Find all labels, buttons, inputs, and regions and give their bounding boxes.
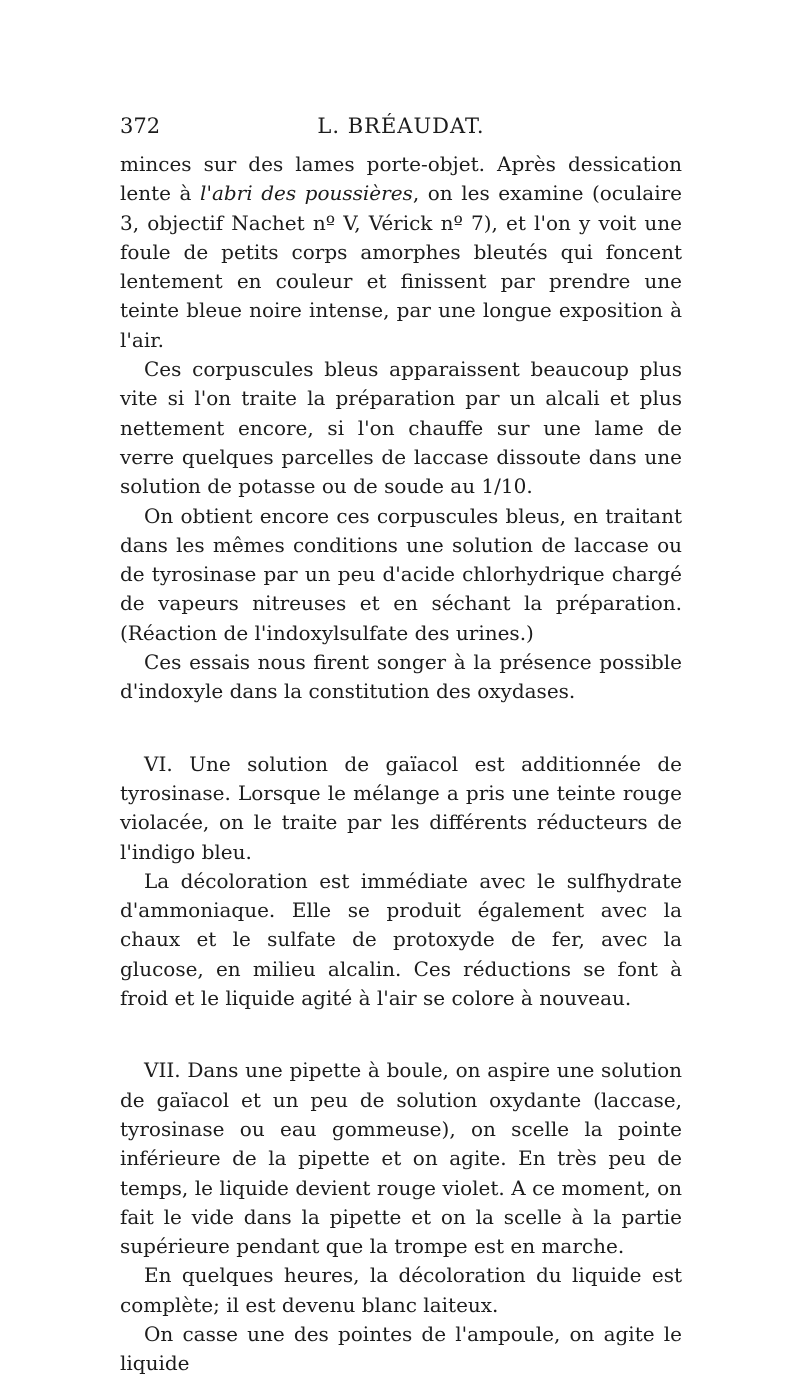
paragraph: Ces corpuscules bleus apparaissent beaucoup plus vite si l'on traite la préparation par un alcali et plus nettement encore, si l'on chauffe sur une lame de verre quelques parcelles de laccase dissoute dans une solution de potasse ou de soude au 1/10.: [120, 357, 682, 499]
body-text: [120, 150, 682, 1379]
paragraph: On casse une des pointes de l'ampoule, on agite le liquide: [120, 1321, 682, 1376]
section-gap: [120, 1013, 682, 1056]
paragraph: En quelques heures, la décoloration du liquide est complète; il est devenu blanc laiteux.: [120, 1263, 682, 1317]
paragraph: Ces essais nous firent songer à la présence possible d'indoxyle dans la constitution des oxydases.: [120, 650, 682, 704]
page-number: 372: [120, 114, 161, 138]
page-header: [120, 114, 682, 144]
paragraph: On obtient encore ces corpuscules bleus, en traitant dans les mêmes conditions une solution de laccase ou de tyrosinase par un peu d'acide chlorhydrique chargé de vapeurs nitreuses et en séchant la préparation. (Réaction de l'indoxylsulfate des urines.): [120, 503, 682, 645]
paragraph-text: minces sur des lames porte-objet. Après dessication lente à: [120, 152, 682, 206]
running-head: L. BRÉAUDAT.: [317, 114, 485, 138]
paragraph: La décoloration est immédiate avec le sulfhydrate d'ammoniaque. Elle se produit également avec la chaux et le sulfate de protoxyde de fer, avec la glucose, en milieu alcalin. Ces réductions se font à froid et le liquide agité à l'air se colore à nouveau.: [120, 868, 682, 1011]
paragraph-text: , on les examine (oculaire 3, objectif Nachet nº V, Vérick nº 7), et l'on y voit une foule de petits corps amorphes bleutés qui foncent lentement en couleur et finissent par prendre une teinte bleue noire intense, par une longue exposition à l'air.: [120, 181, 683, 352]
section-gap: [120, 707, 682, 750]
paragraph-continuation: [120, 150, 682, 355]
section-vii-paragraph: VII. Dans une pipette à boule, on aspire une solution de gaïacol et un peu de solution oxydante (laccase, tyrosinase ou eau gommeuse), on scelle la pointe inférieure de la pipette et on agite. En très peu de temps, le liquide devient rouge violet. A ce moment, on fait le vide dans la pipette et on la scelle à la partie supérieure pendant que la trompe est en marche.: [120, 1058, 682, 1259]
section-vi-paragraph: VI. Une solution de gaïacol est additionnée de tyrosinase. Lorsque le mélange a pris une teinte rouge violacée, on le traite par les différents réducteurs de l'indigo bleu.: [120, 751, 682, 864]
italic-phrase: l'abri des poussières: [200, 181, 413, 206]
